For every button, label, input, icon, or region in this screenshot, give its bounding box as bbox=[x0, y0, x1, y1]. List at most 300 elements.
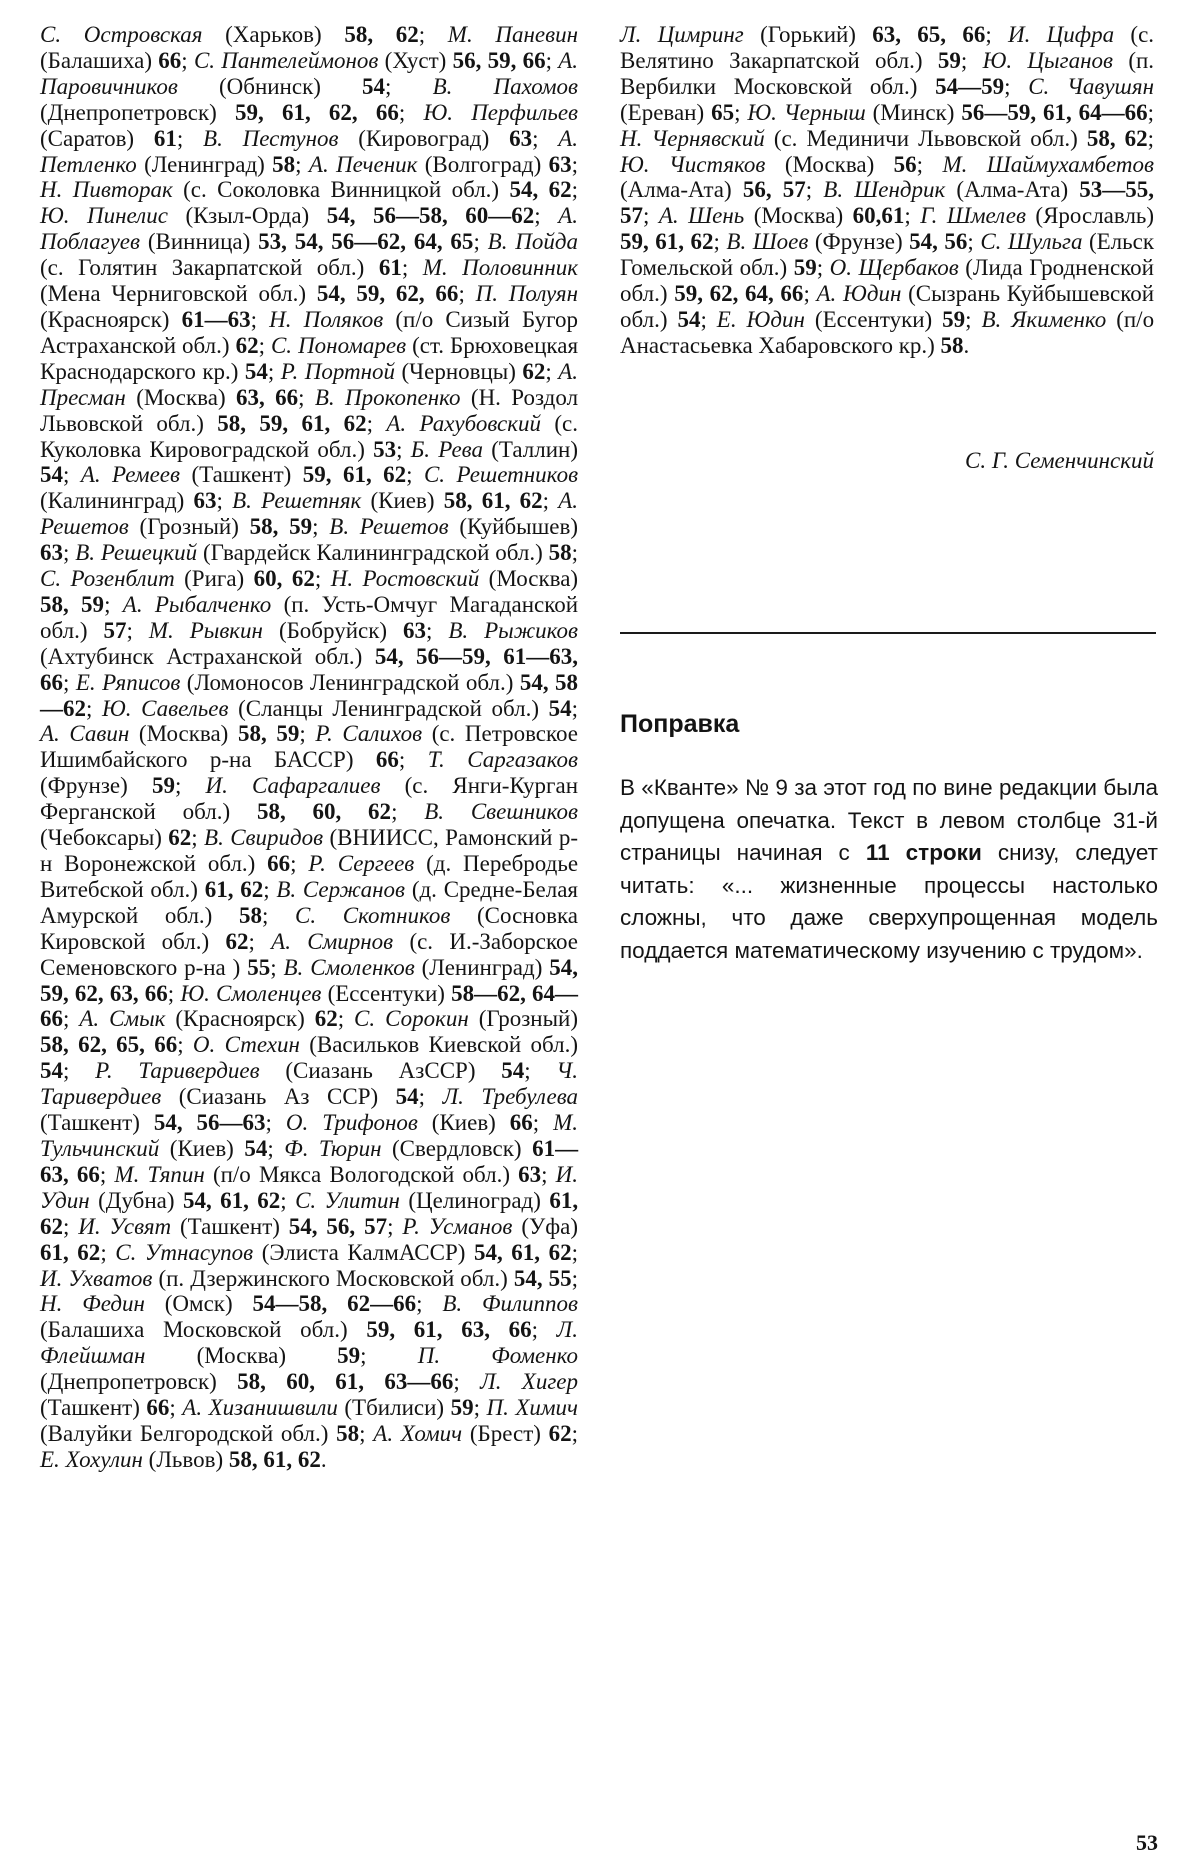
problem-numbers: 54 bbox=[244, 358, 268, 384]
participant-place: (Брест) bbox=[469, 1420, 541, 1446]
participant-name: В. Шоев bbox=[726, 229, 809, 255]
participant-entry: А. Юдин (Сызрань Куйбышевской обл.) 54; bbox=[620, 281, 1155, 332]
participant-name: В. Решецкий bbox=[75, 540, 198, 566]
participant-entry: В. Шендрик (Алма-Ата) 53—55, 57; bbox=[620, 177, 1155, 229]
problem-numbers: 54 bbox=[677, 306, 701, 332]
participant-entry: В. Решетняк (Киев) 58, 61, 62; bbox=[232, 488, 559, 514]
participant-name: М. Тяпин bbox=[114, 1161, 205, 1187]
participant-place: (Горький) bbox=[760, 22, 856, 47]
participant-entry: П. Химич (Валуйки Белгородской обл.) 58; bbox=[40, 1395, 579, 1446]
problem-numbers: 56—59, 61, 64—66 bbox=[961, 99, 1148, 125]
participant-name: С. Островская bbox=[40, 22, 203, 47]
participant-place: (Свердловск) bbox=[392, 1135, 522, 1161]
participant-place: (Мена Черниговской обл.) bbox=[40, 281, 307, 307]
problem-numbers: 58 bbox=[940, 332, 964, 358]
participant-name: Л. Требулева bbox=[442, 1084, 579, 1110]
participant-entry: В. Сержанов (д. Средне-Белая Амурской обл.) 58; bbox=[40, 876, 578, 928]
problem-numbers: 58, 59 bbox=[237, 721, 300, 747]
participant-name: С. Розенблит bbox=[40, 566, 175, 592]
participant-entry: А. Рахубовский (с. Куколовка Кировоградской обл.) 53; bbox=[40, 410, 579, 462]
participant-name: В. Решетов bbox=[329, 514, 449, 540]
participant-place: (Ленинград) bbox=[144, 151, 265, 177]
participant-name: О. Щербаков bbox=[829, 255, 959, 281]
correction-title: Поправка bbox=[620, 710, 740, 738]
participant-entry: О. Трифонов (Киев) 66; bbox=[285, 1110, 554, 1136]
participant-entry: В. Смоленков (Ленинград) 54, 59, 62, 63, 66; bbox=[40, 954, 579, 1006]
participant-entry: С. Сорокин (Грозный) 58, 62, 65, 66; bbox=[40, 1006, 579, 1058]
results-list-right bbox=[620, 22, 1154, 359]
problem-numbers: 58, 61, 62 bbox=[443, 488, 543, 514]
problem-numbers: 58 bbox=[239, 902, 262, 928]
participant-place: (Ельск Гомельской обл.) bbox=[620, 229, 1155, 281]
participant-entry: С. Шульга (Ельск Гомельской обл.) 59; bbox=[620, 229, 1155, 281]
participant-name: В. Смоленков bbox=[283, 954, 415, 980]
participant-entry: Р. Салихов (с. Петровское Ишимбайского р-на БАССР) 66; bbox=[40, 721, 578, 773]
participant-place: (Сиазань Аз ССР) bbox=[178, 1084, 379, 1110]
participant-name: И. Усвят bbox=[78, 1213, 172, 1239]
participant-entry: Н. Ростовский (Москва) 58, 59; bbox=[40, 566, 579, 617]
participant-entry: А. Паровичников (Обнинск) 54; bbox=[40, 47, 579, 99]
participant-name: В. Пойда bbox=[487, 229, 579, 255]
problem-numbers: 58, 59 bbox=[40, 591, 105, 617]
participant-place: (Бобруйск) bbox=[278, 617, 388, 643]
participant-entry: О. Стехин (Васильков Киевской обл.) 54; bbox=[40, 1032, 578, 1084]
problem-numbers: 53 bbox=[373, 436, 397, 462]
participant-entry: Л. Хигер (Ташкент) 66; bbox=[40, 1369, 579, 1421]
participant-entry: Ю. Чистяков (Москва) 56; bbox=[620, 151, 943, 177]
participant-place: (Кзыл-Орда) bbox=[185, 203, 310, 229]
participant-place: (Сланцы Ленинградской обл.) bbox=[238, 695, 540, 721]
participant-entry: Ю. Савельев (Сланцы Ленинградской обл.) 54; bbox=[102, 695, 579, 721]
participant-name: А. Поблагуев bbox=[40, 203, 579, 255]
problem-numbers: 61—63 bbox=[181, 306, 251, 332]
participant-name: О. Трифонов bbox=[285, 1110, 418, 1136]
problem-numbers: 54, 59, 62, 66 bbox=[316, 281, 459, 307]
problem-numbers: 61 bbox=[378, 255, 402, 281]
participant-entry: С. Решетников (Калининград) 63; bbox=[40, 462, 579, 514]
participant-name: Н. Ростовский bbox=[330, 566, 480, 592]
participant-name: Н. Федин bbox=[40, 1291, 145, 1317]
participant-name: А. Юдин bbox=[816, 281, 902, 307]
problem-numbers: 63, 65, 66 bbox=[872, 22, 986, 47]
problem-numbers: 54 bbox=[548, 695, 572, 721]
participant-name: А. Пресман bbox=[40, 358, 579, 410]
correction-text bbox=[620, 772, 1158, 968]
results-list-left bbox=[40, 22, 578, 1473]
problem-numbers: 62 bbox=[548, 1420, 572, 1446]
participant-entry: Б. Рева (Таллин) 54; bbox=[40, 436, 578, 488]
participant-name: А. Ремеев bbox=[80, 462, 180, 488]
participant-entry: И. Цифра (с. Велятино Закарпатской обл.) 59; bbox=[620, 22, 1155, 73]
participant-name: П. Фоменко bbox=[417, 1343, 579, 1369]
problem-numbers: 63, 66 bbox=[235, 384, 299, 410]
participant-name: В. Свешников bbox=[424, 799, 579, 825]
participant-entry: И. Удин (Дубна) 54, 61, 62; bbox=[40, 1161, 579, 1213]
problem-numbers: 59 bbox=[942, 306, 966, 332]
participant-place: (с. Велятино Закарпатской обл.) bbox=[620, 22, 1155, 73]
problem-numbers: 63 bbox=[193, 488, 217, 514]
participant-entry: Ю. Пинелис (Кзыл-Орда) 54, 56—58, 60—62; bbox=[40, 203, 559, 229]
participant-name: С. Чавушян bbox=[1028, 73, 1155, 99]
participant-name: А. Хизанишвили bbox=[182, 1395, 338, 1421]
participant-place: (Чебоксары) bbox=[40, 825, 162, 851]
participant-name: М. Шаймухамбетов bbox=[942, 151, 1155, 177]
participant-place: (Ташкент) bbox=[191, 462, 292, 488]
participant-place: (с. Соколовка Винницкой обл.) bbox=[183, 177, 500, 203]
participant-place: (Кировоград) bbox=[358, 125, 490, 151]
participant-place: (Валуйки Белгородской обл.) bbox=[40, 1420, 329, 1446]
participant-name: А. Печеник bbox=[308, 151, 418, 177]
participant-entry: В. Якименко (п/о Анастасьевка Хабаровского кр.) 58. bbox=[620, 306, 1155, 358]
participant-entry: М. Половинник (Мена Черниговской обл.) 54, 59, 62, 66; bbox=[40, 255, 578, 307]
participant-name: М. Паневин bbox=[447, 22, 578, 47]
participant-entry: А. Хомич (Брест) 62; bbox=[373, 1420, 579, 1446]
participant-place: (с. Мединичи Львовской обл.) bbox=[773, 125, 1078, 151]
participant-entry: А. Смык (Красноярск) 62; bbox=[79, 1006, 355, 1032]
participant-name: Ю. Пинелис bbox=[40, 203, 168, 229]
participant-place: (Васильков Киевской обл.) bbox=[309, 1032, 578, 1058]
participant-entry: Ф. Тюрин (Свердловск) 61—63, 66; bbox=[40, 1135, 579, 1187]
participant-place: (Киев) bbox=[370, 488, 435, 514]
participant-name: А. Смык bbox=[79, 1006, 166, 1032]
problem-numbers: 62 bbox=[225, 928, 249, 954]
participant-place: (Москва) bbox=[488, 566, 579, 592]
problem-numbers: 58, 62 bbox=[1086, 125, 1148, 151]
participant-name: В. Решетняк bbox=[232, 488, 362, 514]
problem-numbers: 58 bbox=[272, 151, 296, 177]
problem-numbers: 59, 61, 62 bbox=[620, 229, 714, 255]
participant-entry: Н. Чернявский (с. Мединичи Львовской обл.) 58, 62; bbox=[620, 125, 1155, 151]
problem-numbers: 54, 56, 57 bbox=[288, 1213, 388, 1239]
participant-place: (с. Голятин Закарпатской обл.) bbox=[40, 255, 365, 281]
problem-numbers: 55 bbox=[247, 954, 271, 980]
problem-numbers: 59, 62, 64, 66 bbox=[674, 281, 804, 307]
participant-place: (Москва) bbox=[138, 721, 229, 747]
problem-numbers: 56, 57 bbox=[742, 177, 806, 203]
participant-place: (Грозный) bbox=[139, 514, 239, 540]
problem-numbers: 54, 56—63 bbox=[153, 1110, 266, 1136]
participant-place: (Гвардейск Калининградской обл.) bbox=[202, 540, 543, 566]
participant-name: Г. Шмелев bbox=[920, 203, 1026, 229]
participant-name: А. Паровичников bbox=[40, 47, 579, 99]
participant-entry: С. Скотников (Сосновка Кировской обл.) 62; bbox=[40, 902, 578, 954]
participant-place: (Харьков) bbox=[225, 22, 322, 47]
participant-entry: Ю. Черныш (Минск) 56—59, 61, 64—66; bbox=[747, 99, 1155, 125]
participant-place: (Фрунзе) bbox=[814, 229, 903, 255]
participant-place: (с. Куколовка Кировоградской обл.) bbox=[40, 410, 579, 462]
participant-name: Ю. Цыганов bbox=[982, 47, 1113, 73]
participant-entry: Г. Шмелев (Ярославль) 59, 61, 62; bbox=[620, 203, 1155, 255]
participant-entry: С. Пономарев (ст. Брюховецкая Краснодарского кр.) 54; bbox=[40, 332, 579, 384]
participant-name: И. Сафаргалиев bbox=[205, 773, 381, 799]
participant-place: (п/о Анастасьевка Хабаровского кр.) bbox=[620, 306, 1155, 358]
problem-numbers: 58, 62, 65, 66 bbox=[40, 1032, 178, 1058]
participant-place: (с. Янги-Курган Ферганской обл.) bbox=[40, 773, 579, 825]
participant-entry: Л. Требулева (Ташкент) 54, 56—63; bbox=[40, 1084, 579, 1136]
participant-place: (Хуст) bbox=[384, 47, 447, 73]
participant-place: (ст. Брюховецкая Краснодарского кр.) bbox=[40, 332, 579, 384]
participant-entry: Ч. Таривердиев (Сиазань Аз ССР) 54; bbox=[40, 1058, 578, 1110]
participant-place: (Целиноград) bbox=[408, 1187, 541, 1213]
problem-numbers: 65 bbox=[711, 99, 735, 125]
participant-place: (д. Перебродье Витебской обл.) bbox=[40, 851, 579, 902]
participant-place: (Ереван) bbox=[620, 99, 705, 125]
participant-name: И. Ухватов bbox=[40, 1265, 153, 1291]
participant-place: (п. Усть-Омчуг Магаданской обл.) bbox=[40, 591, 579, 643]
participant-name: Р. Салихов bbox=[315, 721, 423, 747]
participant-place: (Ташкент) bbox=[180, 1213, 280, 1239]
participant-entry: В. Свиридов (ВНИИСС, Рамонский р-н Воронежской обл.) 66; bbox=[40, 825, 579, 876]
participant-name: А. Решетов bbox=[40, 488, 579, 540]
participant-name: Б. Рева bbox=[410, 436, 483, 462]
problem-numbers: 54 bbox=[362, 73, 386, 99]
participant-entry: А. Рыбалченко (п. Усть-Омчуг Магаданской обл.) 57; bbox=[40, 591, 579, 643]
participant-name: Р. Усманов bbox=[402, 1213, 513, 1239]
participant-name: В. Якименко bbox=[981, 306, 1107, 332]
participant-entry: М. Тяпин (п/о Мякса Вологодской обл.) 63; bbox=[114, 1161, 556, 1187]
participant-name: О. Стехин bbox=[192, 1032, 300, 1058]
participant-entry: Р. Таривердиев (Сиазань АзССР) 54; bbox=[95, 1058, 557, 1084]
participant-entry: А. Ремеев (Ташкент) 59, 61, 62; bbox=[80, 462, 424, 488]
problem-numbers: 59 bbox=[151, 773, 175, 799]
participant-place: (Элиста КалмАССР) bbox=[261, 1239, 466, 1265]
participant-name: С. Пантелеймонов bbox=[193, 47, 379, 73]
participant-entry: О. Щербаков (Лида Гродненской обл.) 59, 62, 64, 66; bbox=[620, 255, 1154, 307]
participant-entry: В. Пестунов (Кировоград) 63; bbox=[203, 125, 559, 151]
problem-numbers: 66 bbox=[375, 747, 399, 773]
problem-numbers: 59, 61, 62, 66 bbox=[235, 99, 399, 125]
participant-place: (Львов) bbox=[148, 1446, 224, 1472]
participant-name: В. Пестунов bbox=[203, 125, 339, 151]
participant-place: (с. Петровское Ишимбайского р-на БАССР) bbox=[40, 721, 578, 773]
participant-place: (Куйбышев) bbox=[459, 514, 579, 540]
participant-place: (Сосновка Кировской обл.) bbox=[40, 902, 578, 954]
participant-name: Н. Пивторак bbox=[40, 177, 173, 203]
participant-place: (Саратов) bbox=[40, 125, 135, 151]
participant-name: В. Пахомов bbox=[432, 73, 579, 99]
participant-name: С. Пономарев bbox=[270, 332, 407, 358]
problem-numbers: 54, 55 bbox=[513, 1265, 572, 1291]
correction-text-before: В «Кванте» № 9 за этот год по вине редакции была допущена опечатка. Текст в левом столбце 31-й страницы начиная с bbox=[620, 775, 1158, 866]
problem-numbers: 54, 62 bbox=[509, 177, 572, 203]
participant-name: А. Шень bbox=[658, 203, 745, 229]
participant-place: (Сызрань Куйбышевской обл.) bbox=[620, 281, 1155, 332]
problem-numbers: 59 bbox=[793, 255, 817, 281]
participant-place: (Тбилиси) bbox=[344, 1395, 445, 1421]
participant-entry: Ю. Цыганов (п. Вербилки Московской обл.) 54—59; bbox=[620, 47, 1155, 99]
participant-name: Ю. Перфильев bbox=[423, 99, 579, 125]
participant-name: Е. Ряписов bbox=[75, 669, 181, 695]
participant-place: (п. Вербилки Московской обл.) bbox=[620, 47, 1155, 99]
participant-entry: С. Чавушян (Ереван) 65; bbox=[620, 73, 1155, 125]
participant-entry: Р. Сергеев (д. Перебродье Витебской обл.) 61, 62; bbox=[40, 851, 579, 902]
participant-place: (Ессентуки) bbox=[327, 980, 445, 1006]
section-divider bbox=[620, 632, 1156, 634]
problem-numbers: 54—59 bbox=[935, 73, 1005, 99]
participant-entry: М. Тульчинский (Киев) 54; bbox=[40, 1110, 579, 1161]
participant-place: (Киев) bbox=[169, 1135, 234, 1161]
problem-numbers: 58 bbox=[336, 1420, 360, 1446]
participant-entry: Л. Цимринг (Горький) 63, 65, 66; bbox=[620, 22, 1009, 47]
problem-numbers: 53—55, 57 bbox=[620, 177, 1155, 229]
participant-name: И. Цифра bbox=[1008, 22, 1115, 47]
problem-numbers: 61—63, 66 bbox=[40, 1135, 579, 1187]
participant-entry: М. Рывкин (Бобруйск) 63; bbox=[148, 617, 449, 643]
participant-entry: Е. Юдин (Ессентуки) 59; bbox=[716, 306, 982, 332]
participant-place: (Ессентуки) bbox=[814, 306, 933, 332]
participant-name: М. Тульчинский bbox=[40, 1110, 579, 1161]
participant-entry: А. Печеник (Волгоград) 63; bbox=[308, 151, 579, 177]
participant-place: (Н. Роздол Львовской обл.) bbox=[40, 384, 579, 436]
participant-entry: В. Шоев (Фрунзе) 54, 56; bbox=[726, 229, 981, 255]
participant-place: (Уфа) bbox=[521, 1213, 579, 1239]
participant-name: Ю. Черныш bbox=[747, 99, 866, 125]
problem-numbers: 54 bbox=[244, 1135, 268, 1161]
participant-name: А. Смирнов bbox=[271, 928, 394, 954]
problem-numbers: 63 bbox=[40, 540, 63, 566]
problem-numbers: 54 bbox=[501, 1058, 525, 1084]
participant-entry: М. Паневин (Балашиха) 66; bbox=[40, 22, 578, 73]
participant-place: (Винница) bbox=[147, 229, 251, 255]
problem-numbers: 63 bbox=[403, 617, 427, 643]
participant-entry: В. Филиппов (Балашиха Московской обл.) 59, 61, 63, 66; bbox=[40, 1291, 579, 1343]
problem-numbers: 61, 62 bbox=[40, 1239, 101, 1265]
problem-numbers: 66 bbox=[509, 1110, 533, 1136]
participant-name: Ф. Тюрин bbox=[284, 1135, 382, 1161]
participant-name: С. Шульга bbox=[980, 229, 1083, 255]
problem-numbers: 54, 58—62 bbox=[40, 669, 579, 721]
participant-name: В. Шендрик bbox=[823, 177, 946, 203]
participant-place: (с. И.-Заборское Семеновского р-на ) bbox=[40, 928, 578, 980]
participant-place: (п. Дзержинского Московской обл.) bbox=[158, 1265, 508, 1291]
participant-place: (Ахтубинск Астраханской обл.) bbox=[40, 643, 363, 669]
participant-place: (п/о Сизый Бугор Астраханской обл.) bbox=[40, 306, 578, 358]
participant-name: М. Половинник bbox=[422, 255, 578, 281]
problem-numbers: 56 bbox=[893, 151, 917, 177]
participant-place: (Красноярск) bbox=[175, 1006, 305, 1032]
problem-numbers: 66 bbox=[146, 1395, 170, 1421]
participant-place: (Омск) bbox=[164, 1291, 233, 1317]
problem-numbers: 63 bbox=[509, 125, 533, 151]
participant-place: (Днепропетровск) bbox=[40, 99, 217, 125]
participant-name: С. Утнасупов bbox=[115, 1239, 254, 1265]
participant-name: А. Савин bbox=[40, 721, 130, 747]
participant-name: Н. Чернявский bbox=[620, 125, 765, 151]
participant-entry: Н. Пивторак (с. Соколовка Винницкой обл.) 54, 62; bbox=[40, 177, 579, 203]
problem-numbers: 54 bbox=[40, 462, 63, 488]
problem-numbers: 54, 56—59, 61—63, 66 bbox=[40, 643, 579, 695]
participant-place: (Минск) bbox=[872, 99, 955, 125]
problem-numbers: 53, 54, 56—62, 64, 65 bbox=[258, 229, 474, 255]
problem-numbers: 54—58, 62—66 bbox=[252, 1291, 417, 1317]
participant-place: (Балашиха) bbox=[40, 47, 153, 73]
participant-place: (Рига) bbox=[184, 566, 245, 592]
participant-name: В. Прокопенко bbox=[314, 384, 461, 410]
participant-entry: Р. Портной (Черновцы) 62; bbox=[280, 358, 559, 384]
participant-entry: Р. Усманов (Уфа) 61, 62; bbox=[40, 1213, 579, 1265]
participant-place: (Грозный) bbox=[478, 1006, 579, 1032]
participant-name: Р. Сергеев bbox=[308, 851, 415, 876]
problem-numbers: 54, 56—58, 60—62 bbox=[326, 203, 535, 229]
problem-numbers: 59, 61, 62 bbox=[302, 462, 407, 488]
correction-text-emphasis: 11 строки bbox=[865, 840, 982, 866]
problem-numbers: 62 bbox=[168, 825, 192, 851]
problem-numbers: 63 bbox=[548, 151, 572, 177]
participant-name: А. Петленко bbox=[40, 125, 579, 177]
problem-numbers: 54, 56 bbox=[909, 229, 968, 255]
participant-entry: С. Пантелеймонов (Хуст) 56, 59, 66; bbox=[193, 47, 559, 73]
participant-place: (Алма-Ата) bbox=[620, 177, 732, 203]
participant-entry: С. Островская (Харьков) 58, 62; bbox=[40, 22, 448, 47]
participant-name: П. Химич bbox=[486, 1395, 579, 1421]
page-number: 53 bbox=[1136, 1830, 1158, 1855]
participant-name: Ю. Савельев bbox=[102, 695, 229, 721]
problem-numbers: 62 bbox=[235, 332, 259, 358]
participant-place: (ВНИИСС, Рамонский р-н Воронежской обл.) bbox=[40, 825, 579, 876]
participant-place: (Москва) bbox=[784, 151, 875, 177]
participant-entry: Е. Хохулин (Львов) 58, 61, 62. bbox=[40, 1446, 327, 1472]
participant-place: (Волгоград) bbox=[424, 151, 542, 177]
participant-name: В. Свиридов bbox=[204, 825, 324, 851]
participant-entry: А. Петленко (Ленинград) 58; bbox=[40, 125, 579, 177]
problem-numbers: 59 bbox=[337, 1343, 361, 1369]
participant-entry: В. Свешников (Чебоксары) 62; bbox=[40, 799, 579, 851]
participant-place: (Обнинск) bbox=[218, 73, 321, 99]
problem-numbers: 62 bbox=[522, 358, 546, 384]
participant-entry: И. Усвят (Ташкент) 54, 56, 57; bbox=[78, 1213, 403, 1239]
problem-numbers: 54 bbox=[40, 1058, 63, 1084]
participant-name: С. Сорокин bbox=[354, 1006, 469, 1032]
participant-name: С. Решетников bbox=[423, 462, 579, 488]
problem-numbers: 58—62, 64—66 bbox=[40, 980, 579, 1032]
participant-entry: А. Савин (Москва) 58, 59; bbox=[40, 721, 316, 747]
participant-name: А. Рахубовский bbox=[386, 410, 542, 436]
participant-entry: П. Полуян (Красноярск) 61—63; bbox=[40, 281, 579, 332]
author-signature: С. Г. Семенчинский bbox=[965, 448, 1154, 473]
participant-place: (Балашиха Московской обл.) bbox=[40, 1317, 348, 1343]
participant-entry: А. Смирнов (с. И.-Заборское Семеновского р-на ) 55; bbox=[40, 928, 578, 980]
problem-numbers: 61, 62 bbox=[40, 1187, 579, 1239]
participant-name: Л. Цимринг bbox=[620, 22, 744, 47]
participant-name: Р. Портной bbox=[280, 358, 396, 384]
problem-numbers: 60,61 bbox=[852, 203, 905, 229]
participant-place: (Дубна) bbox=[98, 1187, 175, 1213]
participant-place: (Калининград) bbox=[40, 488, 185, 514]
participant-entry: Л. Флейшман (Москва) 59; bbox=[40, 1317, 578, 1369]
problem-numbers: 58, 59, 61, 62 bbox=[217, 410, 367, 436]
participant-place: (Алма-Ата) bbox=[956, 177, 1069, 203]
participant-place: (Днепропетровск) bbox=[40, 1369, 217, 1395]
problem-numbers: 62 bbox=[314, 1006, 338, 1032]
participant-place: (п/о Мякса Вологодской обл.) bbox=[212, 1161, 510, 1187]
participant-place: (Ломоносов Ленинградской обл.) bbox=[186, 669, 514, 695]
problem-numbers: 59 bbox=[937, 47, 961, 73]
participant-place: (Черновцы) bbox=[401, 358, 516, 384]
participant-entry: А. Решетов (Грозный) 58, 59; bbox=[40, 488, 579, 540]
participant-name: И. Удин bbox=[40, 1161, 579, 1213]
problem-numbers: 58, 60, 61, 63—66 bbox=[237, 1369, 454, 1395]
problem-numbers: 58, 62 bbox=[344, 22, 419, 47]
participant-name: В. Филиппов bbox=[442, 1291, 579, 1317]
participant-name: М. Рывкин bbox=[148, 617, 263, 643]
participant-place: (Ташкент) bbox=[40, 1395, 140, 1421]
participant-place: (д. Средне-Белая Амурской обл.) bbox=[40, 876, 578, 928]
participant-name: Ч. Таривердиев bbox=[40, 1058, 578, 1110]
participant-entry: А. Хизанишвили (Тбилиси) 59; bbox=[182, 1395, 487, 1421]
participant-name: А. Хомич bbox=[373, 1420, 463, 1446]
participant-name: П. Полуян bbox=[475, 281, 579, 307]
problem-numbers: 58, 59 bbox=[249, 514, 313, 540]
